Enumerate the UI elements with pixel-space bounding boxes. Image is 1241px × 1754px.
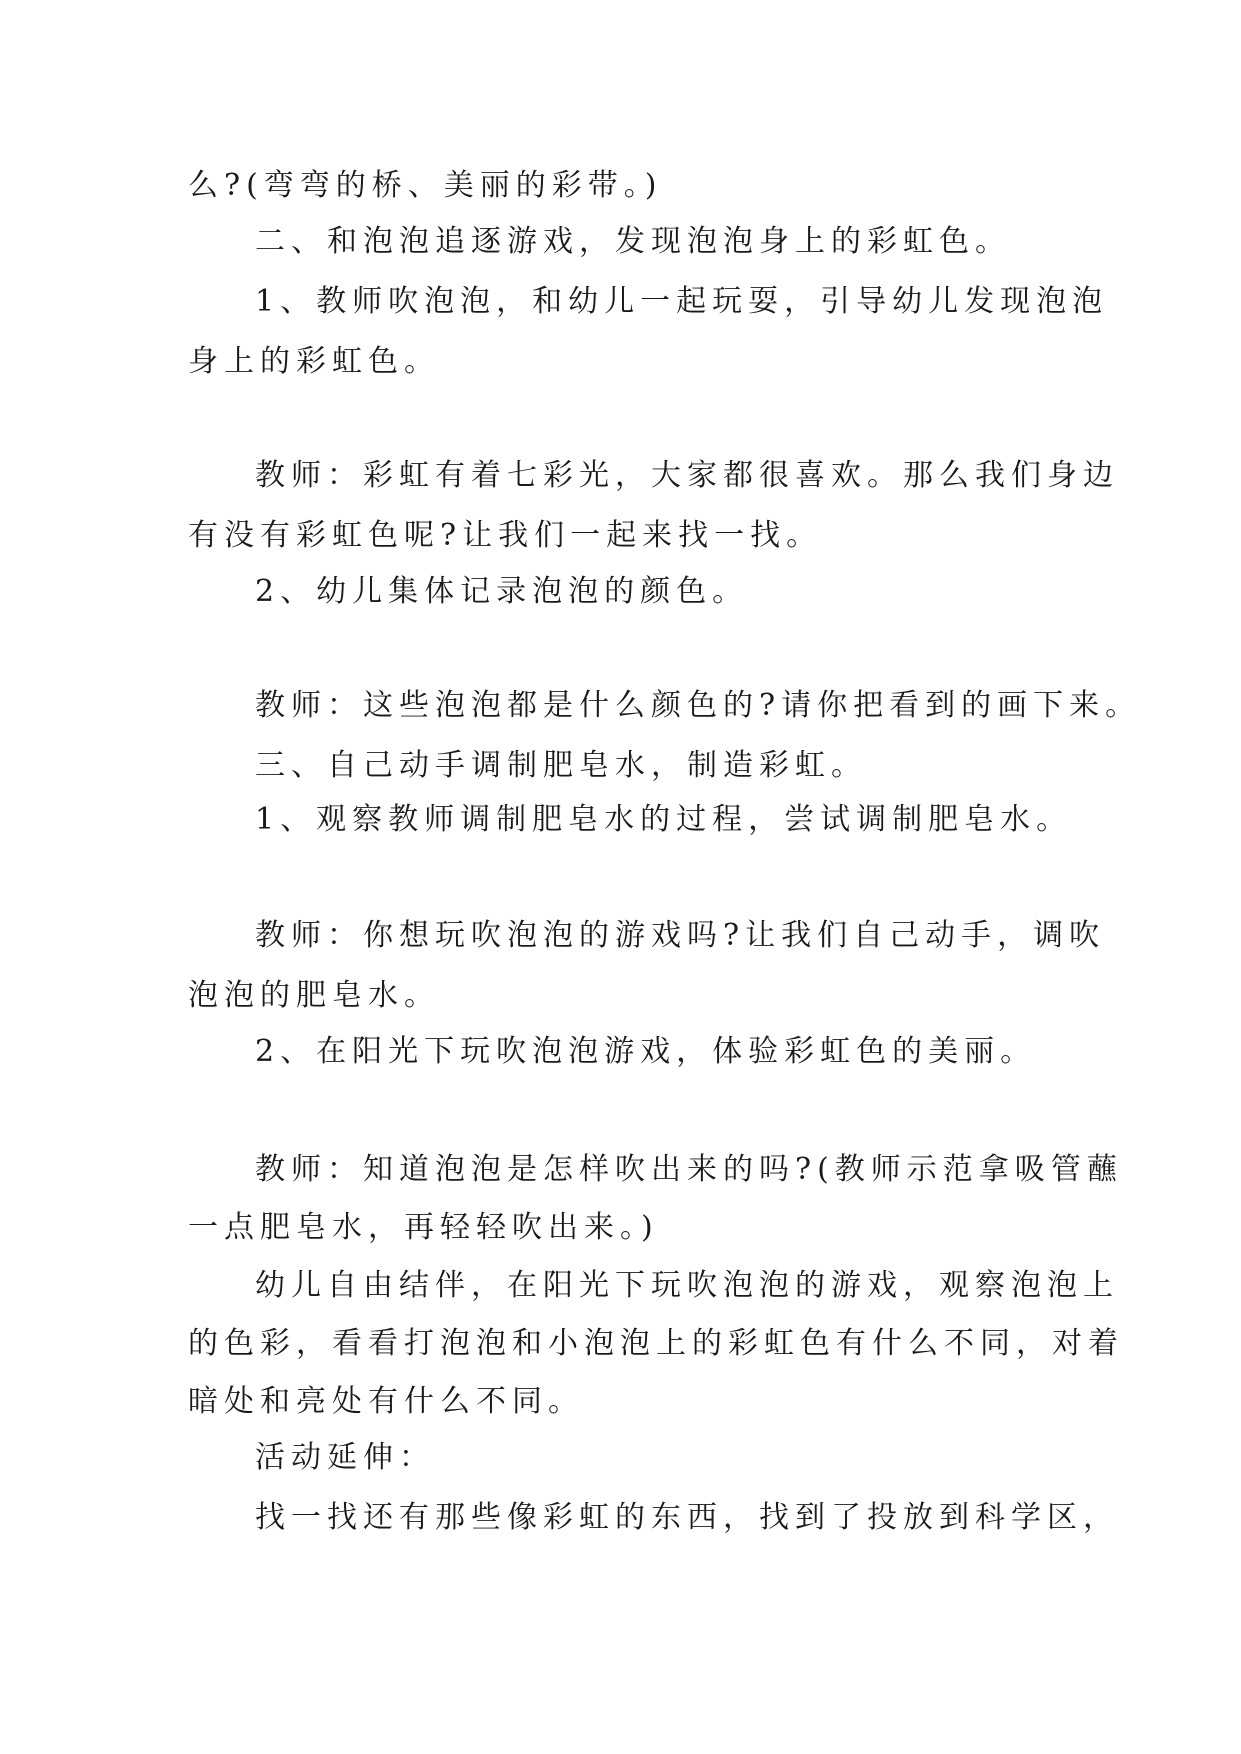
text-line: 暗处和亮处有什么不同。: [188, 1384, 584, 1419]
text-line: 找一找还有那些像彩虹的东西，找到了投放到科学区，: [255, 1500, 1119, 1535]
text-line: 一点肥皂水，再轻轻吹出来。): [188, 1210, 659, 1245]
text-line: 泡泡的肥皂水。: [188, 978, 440, 1013]
text-line: 教师：知道泡泡是怎样吹出来的吗?(教师示范拿吸管蘸: [255, 1152, 1123, 1187]
text-line: 1、教师吹泡泡，和幼儿一起玩耍，引导幼儿发现泡泡: [255, 284, 1109, 319]
text-line: 教师：彩虹有着七彩光，大家都很喜欢。那么我们身边: [255, 458, 1119, 493]
section-heading: 活动延伸：: [255, 1440, 435, 1475]
text-line: 身上的彩虹色。: [188, 344, 440, 379]
text-line: 幼儿自由结伴，在阳光下玩吹泡泡的游戏，观察泡泡上: [255, 1268, 1119, 1303]
text-line: 的色彩，看看打泡泡和小泡泡上的彩虹色有什么不同，对着: [188, 1326, 1124, 1361]
text-line: 2、在阳光下玩吹泡泡游戏，体验彩虹色的美丽。: [255, 1034, 1037, 1069]
section-heading: 三、自己动手调制肥皂水，制造彩虹。: [255, 748, 867, 783]
text-line: 么?(弯弯的桥、美丽的彩带。): [188, 168, 663, 203]
text-line: 教师：你想玩吹泡泡的游戏吗?让我们自己动手，调吹: [255, 918, 1106, 953]
text-line: 2、幼儿集体记录泡泡的颜色。: [255, 574, 749, 609]
section-heading: 二、和泡泡追逐游戏，发现泡泡身上的彩虹色。: [255, 224, 1011, 259]
text-line: 教师：这些泡泡都是什么颜色的?请你把看到的画下来。: [255, 688, 1142, 723]
text-line: 有没有彩虹色呢?让我们一起来找一找。: [188, 518, 823, 553]
text-line: 1、观察教师调制肥皂水的过程，尝试调制肥皂水。: [255, 802, 1073, 837]
